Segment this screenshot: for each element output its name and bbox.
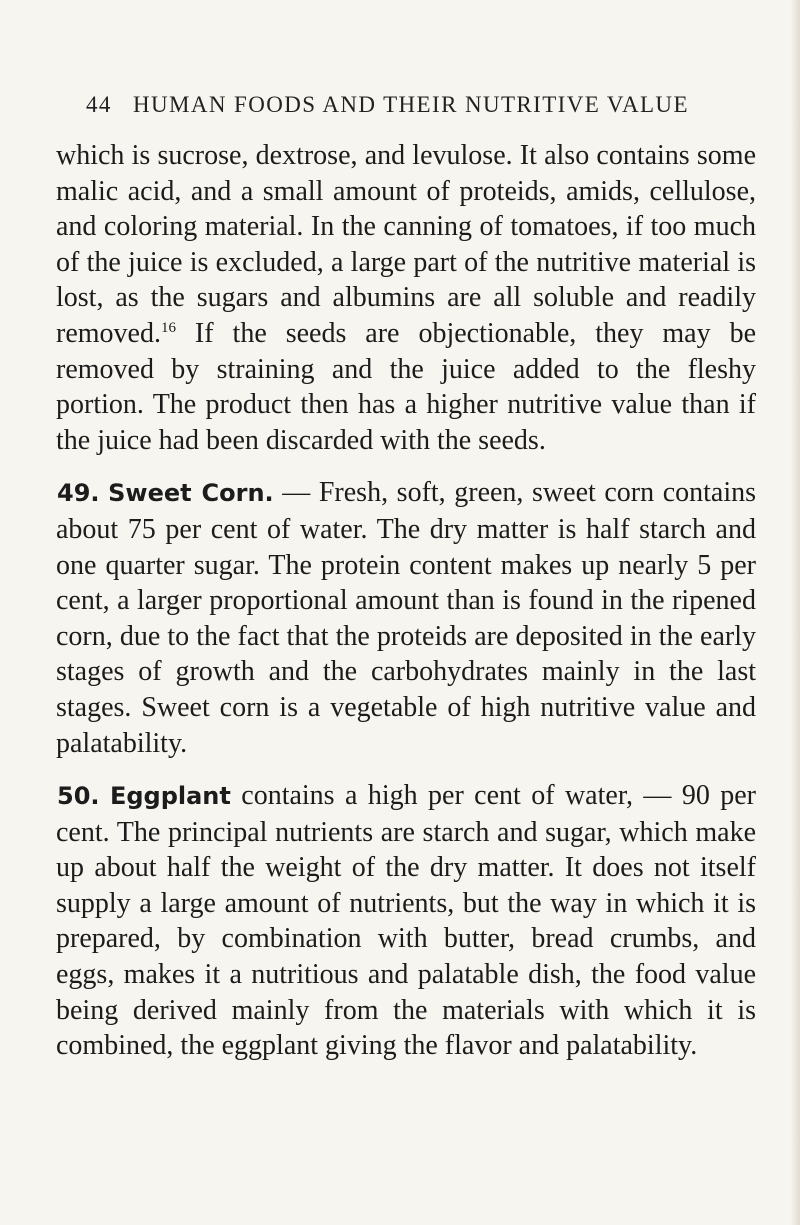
paragraph-text-continued: If the seeds are objectionable, they may be removed by straining and the juice added to the fleshy portion. The product then has a higher nutritive value than if the juice had been discarded with the seeds. (56, 317, 756, 456)
body-text (56, 138, 756, 1064)
section-number: 50. (57, 782, 100, 811)
running-head (86, 92, 726, 122)
section-text: contains a high per cent of water, — 90 per cent. The principal nutrients are starch and sugar, which make up about half the weight of the dry matter. It does not itself supply a large amount of nutrients, but the way in which it is prepared, by combination with butter, bread crumbs, and eggs, makes it a nutritious and palatable dish, the food value being derived mainly from the materials with which it is combined, the eggplant giving the flavor and palatability. (56, 780, 757, 1062)
paragraph-tomato-continuation (56, 138, 756, 458)
section-heading: Eggplant (109, 782, 231, 811)
page-edge-shadow (790, 0, 800, 1225)
section-text: — Fresh, soft, green, sweet corn contains about 75 per cent of water. The dry matter is half starch and one quarter sugar. The protein content makes up nearly 5 per cent, a larger proportional amount than is found in the ripened corn, due to the fact that the proteids are deposited in the early stages of growth and the carbohydrates mainly in the last stages. Sweet corn is a vegetable of high nutritive value and palatability. (56, 477, 757, 759)
section-number: 49. (57, 479, 100, 508)
paragraph-text: which is sucrose, dextrose, and levulose. It also contains some malic acid, and a small amount of proteids, amids, cellulose, and coloring material. In the canning of tomatoes, if too much of the juice is excluded, a large part of the nutritive material is lost, as the sugars and albumins are all soluble and readily removed. (56, 140, 756, 349)
section-sweet-corn (56, 475, 756, 761)
section-eggplant (56, 778, 756, 1064)
section-heading: Sweet Corn. (108, 479, 274, 508)
running-title: HUMAN FOODS AND THEIR NUTRITIVE VALUE (133, 92, 689, 117)
page-number: 44 (86, 92, 112, 117)
footnote-marker: 16 (160, 319, 176, 336)
